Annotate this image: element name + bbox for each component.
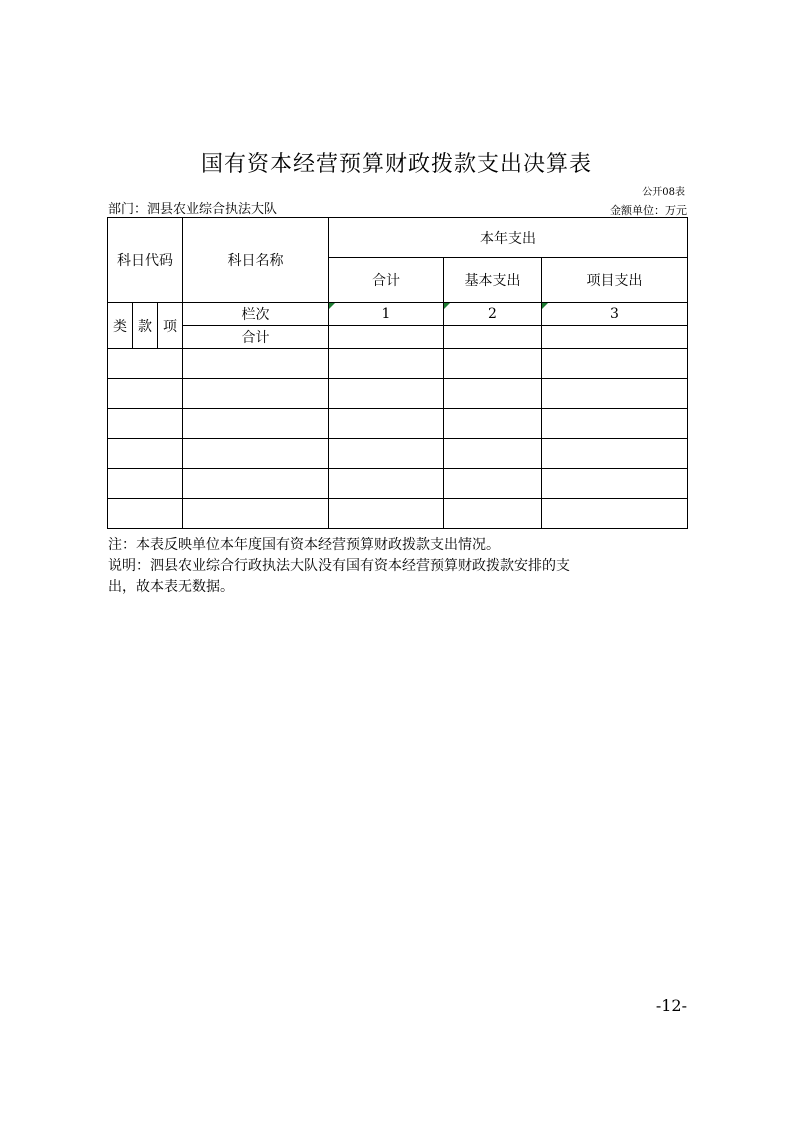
empty-cell — [108, 499, 183, 529]
empty-cell — [108, 349, 183, 379]
empty-cell — [329, 379, 444, 409]
table-row — [108, 439, 688, 469]
empty-cell — [542, 469, 688, 499]
table-row — [108, 379, 688, 409]
expenditure-table — [107, 217, 688, 529]
empty-cell — [444, 349, 542, 379]
column-number-text: 1 — [381, 306, 391, 322]
header-basic-expenditure: 基本支出 — [444, 258, 542, 303]
empty-cell — [542, 349, 688, 379]
empty-cell — [108, 469, 183, 499]
column-number-3 — [542, 303, 688, 326]
column-number-1 — [329, 303, 444, 326]
empty-cell — [329, 409, 444, 439]
empty-cell — [108, 379, 183, 409]
column-number-2 — [444, 303, 542, 326]
empty-cell — [183, 439, 329, 469]
form-number: 公开08表 — [642, 187, 685, 198]
table-row — [108, 349, 688, 379]
header-xiang: 项 — [158, 303, 183, 349]
header-lei: 类 — [108, 303, 133, 349]
cell-marker-icon — [444, 303, 450, 309]
empty-cell — [183, 349, 329, 379]
row-total-label: 合计 — [183, 326, 329, 349]
empty-cell — [444, 499, 542, 529]
row-column-label: 栏次 — [183, 303, 329, 326]
empty-cell — [444, 409, 542, 439]
empty-cell — [183, 469, 329, 499]
empty-cell — [444, 379, 542, 409]
header-subject-code: 科日代码 — [108, 218, 183, 303]
department-label: 部门：泗县农业综合执法大队 — [108, 202, 278, 217]
empty-cell — [183, 379, 329, 409]
header-total: 合计 — [329, 258, 444, 303]
table-row — [108, 469, 688, 499]
empty-cell — [329, 469, 444, 499]
empty-cell — [542, 499, 688, 529]
table-row — [108, 499, 688, 529]
header-kuan: 款 — [133, 303, 158, 349]
empty-cell — [183, 409, 329, 439]
empty-cell — [108, 439, 183, 469]
table-row — [108, 409, 688, 439]
explanation-line-2: 出，故本表无数据。 — [108, 579, 234, 595]
amount-unit-label: 金额单位：万元 — [610, 204, 687, 217]
page-title: 国有资本经营预算财政拨款支出决算表 — [200, 152, 592, 177]
column-number-text: 3 — [610, 306, 619, 322]
empty-cell — [542, 439, 688, 469]
empty-cell — [542, 379, 688, 409]
explanation-line-1: 说明：泗县农业综合行政执法大队没有国有资本经营预算财政拨款安排的支 — [108, 558, 570, 574]
empty-cell — [183, 499, 329, 529]
empty-cell — [329, 439, 444, 469]
empty-cell — [329, 499, 444, 529]
empty-cell — [444, 469, 542, 499]
empty-cell — [329, 349, 444, 379]
empty-cell — [542, 409, 688, 439]
empty-cell — [444, 439, 542, 469]
column-number-text: 2 — [488, 306, 497, 322]
empty-cell — [108, 409, 183, 439]
cell-marker-icon — [329, 303, 335, 309]
page-number: -12- — [655, 996, 687, 1015]
header-project-expenditure: 项目支出 — [542, 258, 688, 303]
total-cell — [329, 326, 444, 349]
table-note: 注：本表反映单位本年度国有资本经营预算财政拨款支出情况。 — [108, 537, 500, 553]
header-current-year-expenditure: 本年支出 — [329, 218, 688, 258]
header-subject-name: 科日名称 — [183, 218, 329, 303]
total-cell — [444, 326, 542, 349]
total-cell — [542, 326, 688, 349]
cell-marker-icon — [542, 303, 548, 309]
